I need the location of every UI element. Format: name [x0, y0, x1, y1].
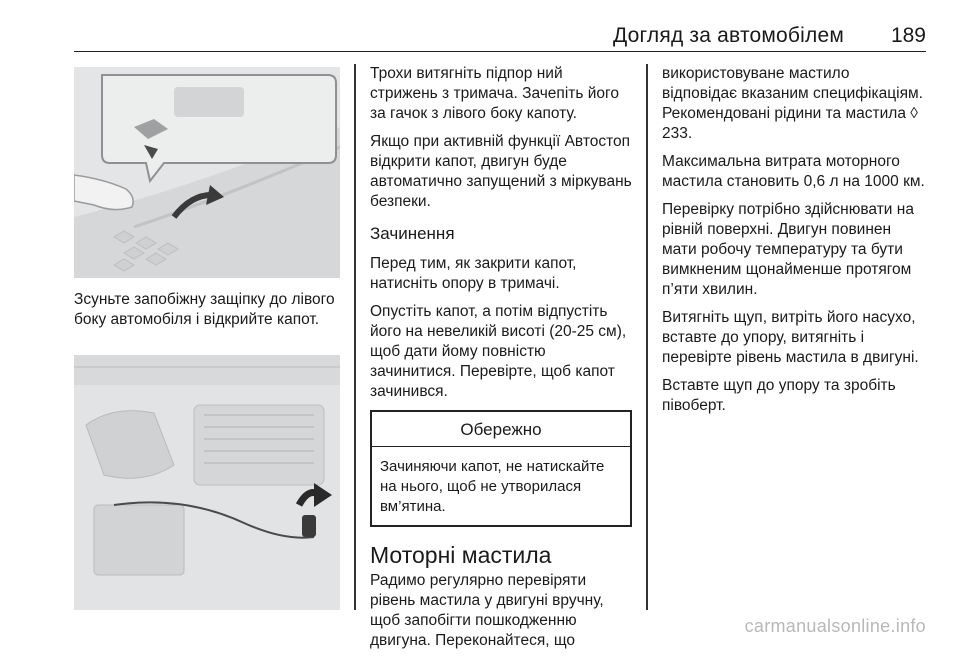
paragraph: Вставте щуп до упору та зробіть півоберт.	[662, 377, 896, 414]
hood-release-illustration	[74, 67, 340, 278]
page-header	[74, 22, 926, 52]
warning-title: Обережно	[372, 412, 630, 447]
paragraph: Радимо регулярно перевіряти рівень мастила у двигуні вручну, щоб запобігти пошкодженню двигуна. Переконайтеся, що	[370, 572, 604, 649]
paragraph: Якщо при активній функції Автостоп відкрити капот, двигун буде автоматично запущений з міркувань безпеки.	[370, 133, 632, 210]
paragraph: Перед тим, як закрити капот, натисніть опору в тримачі.	[370, 255, 577, 292]
engine-bay-illustration	[74, 355, 340, 610]
watermark: carmanualsonline.info	[744, 616, 926, 636]
engine-oils-heading: Моторні мастила	[370, 542, 552, 568]
paragraph: Максимальна витрата моторного мастила становить 0,6 л на 1000 км.	[662, 153, 925, 190]
column-2	[370, 64, 632, 659]
section-title: Догляд за автомобілем	[612, 24, 844, 47]
paragraph: Перевірку потрібно здійснювати на рівній поверхні. Двигун повинен мати робочу температуру та бути вимкненим щонайменше протягом п’яти хвилин.	[662, 201, 914, 298]
paragraph: Трохи витягніть підпор ний стрижень з тримача. Зачепіть його за гачок з лівого боку капоту.	[370, 65, 619, 122]
column-divider-1	[354, 64, 356, 610]
paragraph: Опустіть капот, а потім відпустіть його на невеликій висоті (20-25 см), щоб дати йому повністю зачинитися. Перевірте, щоб капот зачинився.	[370, 303, 627, 400]
column-3	[662, 64, 927, 424]
paragraph: використовуване мастило відповідає вказаним специфікаціям. Рекомендовані рідини та мастила ◊ 233.	[662, 65, 923, 142]
image-caption: Зсуньте запобіжну защіпку до лівого боку автомобіля і відкрийте капот.	[74, 291, 335, 328]
closing-heading: Зачинення	[370, 224, 455, 243]
column-divider-2	[646, 64, 648, 610]
column-1	[74, 290, 344, 338]
warning-text: Зачиняючи капот, не натискайте на нього, щоб не утворилася вм’ятина.	[380, 458, 605, 515]
page-number: 189	[890, 24, 926, 47]
warning-box	[370, 410, 632, 527]
paragraph: Витягніть щуп, витріть його насухо, вставте до упору, витягніть і перевірте рівень мастила в двигуні.	[662, 309, 919, 366]
